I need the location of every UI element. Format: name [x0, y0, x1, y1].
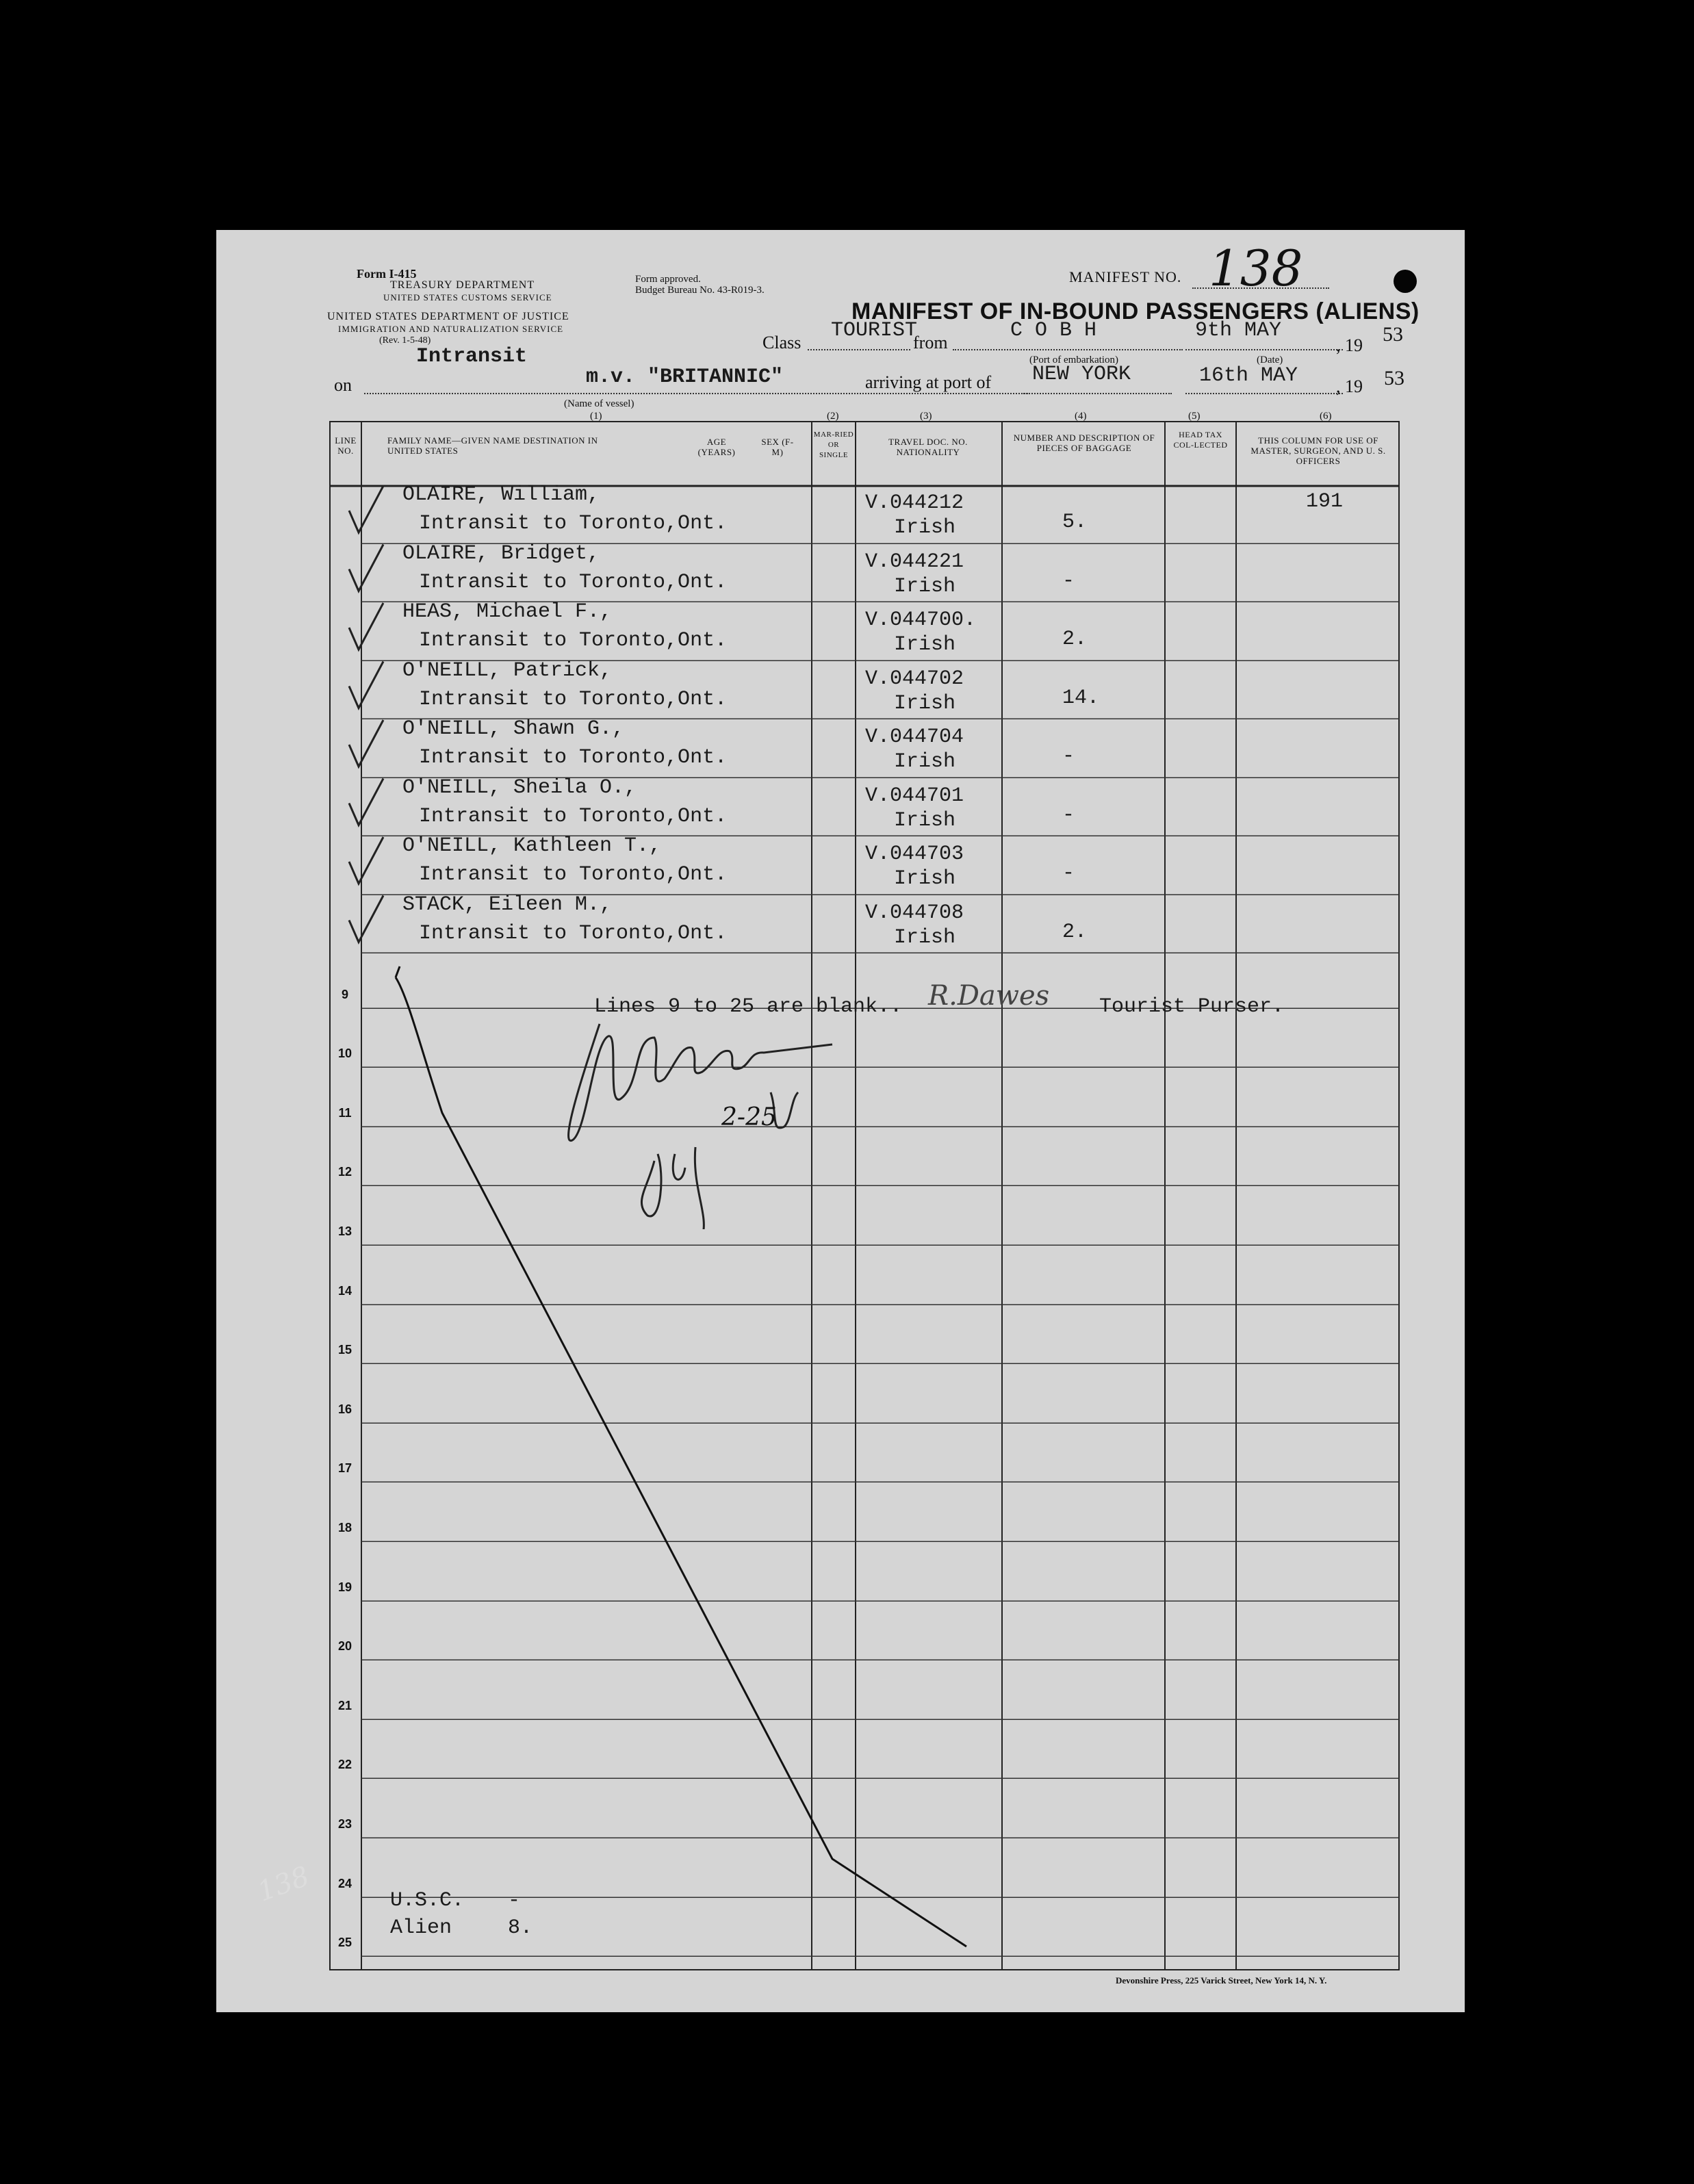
col-name: FAMILY NAME—GIVEN NAME DESTINATION IN UNITED STATES — [387, 435, 598, 456]
col-line-no: LINE NO. — [335, 435, 357, 456]
baggage-count: - — [1062, 745, 1075, 768]
justice-department: UNITED STATES DEPARTMENT OF JUSTICE — [327, 311, 569, 322]
form-approved: Form approved. — [635, 274, 701, 285]
arrival-year-prefix: , 19 — [1336, 376, 1363, 396]
line-number: 25 — [337, 1936, 352, 1949]
intransit-stamp: Intransit — [416, 345, 528, 368]
line-number: 9 — [341, 988, 348, 1001]
form-number: Form I-415 — [357, 267, 417, 281]
baggage-count: 2. — [1062, 628, 1088, 651]
baggage-count: - — [1062, 803, 1075, 827]
vessel-caption: (Name of vessel) — [564, 398, 634, 409]
baggage-count: - — [1062, 569, 1075, 593]
passenger-name: O'NEILL, Patrick, — [402, 658, 613, 682]
line-number: 14 — [337, 1284, 352, 1298]
manifest-number-label: MANIFEST NO. — [1069, 268, 1182, 285]
passenger-destination: Intransit to Toronto,Ont. — [419, 570, 728, 594]
on-label: on — [334, 375, 352, 395]
travel-doc-number: V.044703 — [865, 843, 964, 866]
nationality: Irish — [894, 691, 956, 715]
embark-year: 53 — [1383, 323, 1403, 346]
col-officers: THIS COLUMN FOR USE OF MASTER, SURGEON, AND U. S. OFFICERS — [1250, 435, 1386, 466]
passenger-name: OLAIRE, Bridget, — [402, 541, 600, 565]
passenger-name: O'NEILL, Kathleen T., — [402, 834, 662, 858]
nationality: Irish — [894, 574, 956, 598]
vessel-name: m.v. "BRITANNIC" — [586, 365, 784, 389]
passenger-destination: Intransit to Toronto,Ont. — [419, 687, 728, 711]
year-prefix: , 19 — [1336, 335, 1363, 355]
treasury-department: TREASURY DEPARTMENT — [390, 279, 535, 291]
embark-date: 9th MAY — [1195, 319, 1282, 342]
line-number: 20 — [337, 1639, 352, 1653]
nationality: Irish — [894, 633, 956, 656]
passenger-name: HEAS, Michael F., — [402, 600, 613, 624]
passenger-destination: Intransit to Toronto,Ont. — [419, 921, 728, 945]
line-number: 21 — [337, 1699, 352, 1712]
nationality: Irish — [894, 867, 956, 890]
usc-value: - — [508, 1889, 521, 1912]
passenger-name: STACK, Eileen M., — [402, 892, 613, 916]
line-number: 18 — [337, 1521, 352, 1534]
passenger-name: O'NEILL, Shawn G., — [402, 717, 625, 741]
arriving-label-visible: arriving at port of — [862, 372, 994, 393]
col-num-2: (2) — [827, 411, 839, 422]
passenger-destination: Intransit to Toronto,Ont. — [419, 863, 728, 886]
line-number: 17 — [337, 1461, 352, 1475]
nationality: Irish — [894, 750, 956, 773]
travel-doc-number: V.044702 — [865, 667, 964, 691]
col-num-3: (3) — [920, 411, 932, 422]
nationality: Irish — [894, 516, 956, 539]
arrival-port: NEW YORK — [1032, 363, 1131, 386]
manifest-title: MANIFEST OF IN-BOUND PASSENGERS (ALIENS) — [851, 298, 1420, 324]
inspector-note: 2-25 — [721, 1103, 777, 1131]
date-caption: (Date) — [1257, 355, 1283, 365]
baggage-count: 14. — [1062, 686, 1100, 710]
col-num-1: (1) — [590, 411, 602, 422]
class-value: TOURIST — [831, 319, 918, 342]
nationality: Irish — [894, 925, 956, 949]
col-head-tax: HEAD TAX COL-LECTED — [1173, 430, 1228, 450]
col-married: MAR-RIED OR SINGLE — [813, 431, 854, 459]
revision: (Rev. 1-5-48) — [379, 335, 431, 346]
purser-title: Tourist Purser. — [1099, 995, 1285, 1018]
col-baggage: NUMBER AND DESCRIPTION OF PIECES OF BAGGAGE — [1013, 433, 1155, 453]
customs-service: UNITED STATES CUSTOMS SERVICE — [383, 292, 552, 303]
travel-doc-number: V.044221 — [865, 550, 964, 574]
embark-port: C O B H — [1010, 319, 1097, 342]
printer-imprint: Devonshire Press, 225 Varick Street, New York 14, N. Y. — [1116, 1975, 1327, 1986]
travel-doc-number: V.044212 — [865, 491, 964, 515]
alien-label: Alien — [390, 1916, 452, 1940]
travel-doc-number: V.044700. — [865, 608, 977, 632]
margin-note: 138 — [253, 1860, 313, 1908]
manifest-number: 138 — [1209, 240, 1303, 297]
passenger-destination: Intransit to Toronto,Ont. — [419, 512, 728, 535]
line-number: 16 — [337, 1402, 352, 1416]
blank-note: Lines 9 to 25 are blank.. — [594, 995, 903, 1018]
line-number: 23 — [337, 1817, 352, 1831]
ins-name: IMMIGRATION AND NATURALIZATION SERVICE — [338, 324, 564, 334]
col-sex: SEX (F-M) — [761, 437, 794, 457]
passenger-destination: Intransit to Toronto,Ont. — [419, 629, 728, 652]
passenger-destination: Intransit to Toronto,Ont. — [419, 804, 728, 828]
line-number: 19 — [337, 1580, 352, 1594]
col-age: AGE (YEARS) — [697, 437, 736, 457]
class-label: Class — [762, 333, 801, 352]
passenger-destination: Intransit to Toronto,Ont. — [419, 746, 728, 769]
purser-signature: R.Dawes — [928, 980, 1050, 1012]
col-num-4: (4) — [1075, 411, 1087, 422]
col-num-6: (6) — [1320, 411, 1332, 422]
line-number: 11 — [338, 1106, 352, 1120]
from-label: from — [913, 333, 948, 352]
line-number: 10 — [337, 1046, 352, 1060]
baggage-count: 2. — [1062, 920, 1088, 944]
passenger-name: OLAIRE, William, — [402, 483, 600, 506]
nationality: Irish — [894, 808, 956, 832]
line-number: 13 — [337, 1224, 352, 1238]
col-travel-doc: TRAVEL DOC. NO. NATIONALITY — [888, 437, 968, 457]
passenger-name: O'NEILL, Sheila O., — [402, 775, 637, 799]
arrival-date: 16th MAY — [1199, 364, 1298, 387]
officer-note: 191 — [1306, 490, 1344, 513]
line-number: 22 — [337, 1758, 352, 1771]
manifest-page — [216, 230, 1465, 2012]
line-number: 24 — [337, 1877, 352, 1890]
line-number: 12 — [337, 1165, 352, 1179]
baggage-count: 5. — [1062, 511, 1088, 534]
line-number: 15 — [337, 1343, 352, 1357]
travel-doc-number: V.044701 — [865, 784, 964, 808]
baggage-count: - — [1062, 862, 1075, 885]
travel-doc-number: V.044708 — [865, 901, 964, 925]
alien-value: 8. — [508, 1916, 533, 1940]
col-num-5: (5) — [1188, 411, 1201, 422]
budget-bureau: Budget Bureau No. 43-R019-3. — [635, 285, 765, 296]
usc-label: U.S.C. — [390, 1889, 465, 1912]
arrival-year: 53 — [1384, 367, 1404, 389]
travel-doc-number: V.044704 — [865, 725, 964, 749]
port-caption: (Port of embarkation) — [1029, 355, 1118, 365]
